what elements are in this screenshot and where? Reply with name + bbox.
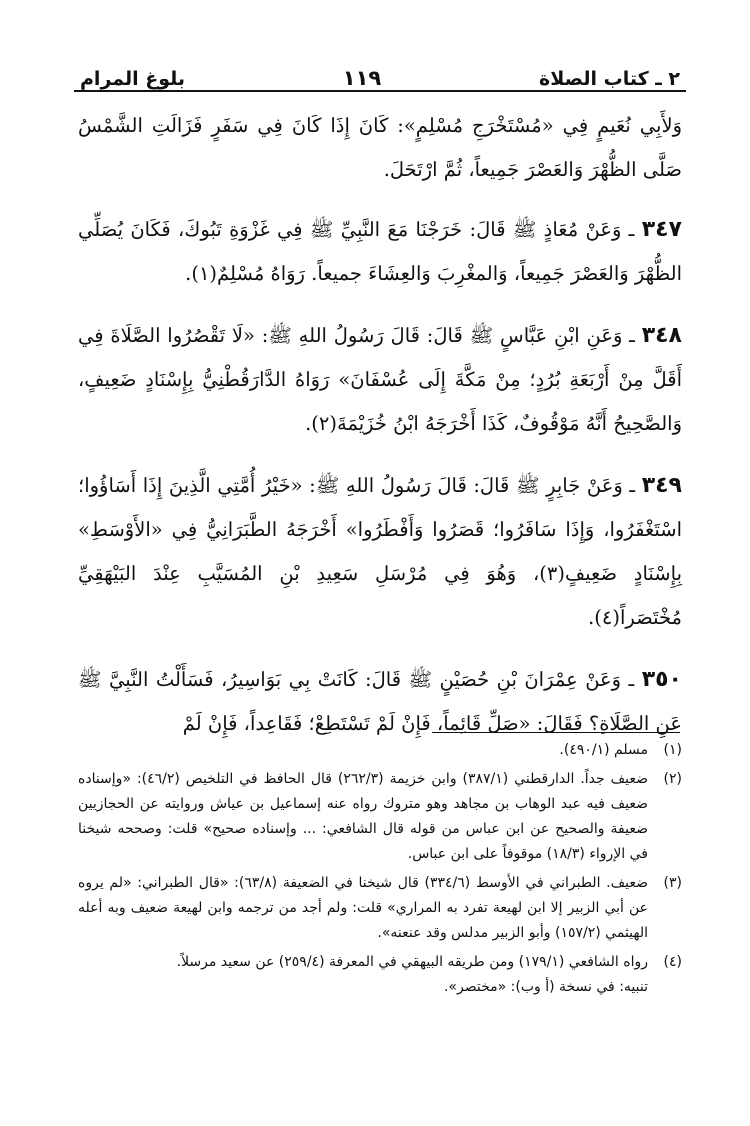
footnote-text: ضعيف. الطبراني في الأوسط (٣٣٤/٦) قال شيخنا في الضعيفة (٦٣/٨): «قال الطبراني: «لم يروه عن أبي الزبير إلا ابن لهيعة تفرد به المراري» قلت: ولم أجد من ترجمه وابن لهيعة ضعيف وبه أعله الهيثمي (١٥٧/٢) وأبو الزبير مدلس وقد عنعنه».: [78, 875, 648, 941]
hadith-number: ٣٥٠: [641, 667, 682, 692]
main-text: [78, 104, 682, 764]
paragraph-text: وَلأَبِي نُعَيمٍ فِي «مُسْتَخْرَجِ مُسْلِمٍ»: كَانَ إِذَا كَانَ فِي سَفَرٍ فَزَالَتِ الشَّمْسُ صَلَّى الظُّهْرَ وَالعَصْرَ جَمِيعاً، ثُمَّ ارْتَحَلَ.: [78, 114, 682, 181]
hadith-349: [78, 464, 682, 640]
page-header: [80, 58, 680, 90]
paragraph-text: ـ وَعَنِ ابْنِ عَبَّاسٍ ﷺ قَالَ: قَالَ رَسُولُ اللهِ ﷺ: «لَا تَقْصُرُوا الصَّلَاةَ فِي أَقَلَّ مِنْ أَرْبَعَةِ بُرُدٍ؛ مِنْ مَكَّةَ إِلَى عُسْفَانَ» رَوَاهُ الدَّارَقُطْنِيُّ بِإِسْنَادٍ ضَعِيفٍ، وَالصَّحِيحُ أَنَّهُ مَوْقُوفٌ، كَذَا أَخْرَجَهُ ابْنُ خُزَيْمَةَ(٢).: [78, 324, 682, 435]
footnote-number: (٢): [663, 771, 682, 787]
hadith-347: [78, 208, 682, 296]
hadith-continuation: [78, 104, 682, 192]
footnote-body: [78, 950, 648, 1000]
footnote-number: (٣): [663, 875, 682, 891]
footnote-text: ضعيف جداً. الدارقطني (٣٨٧/١) وابن خزيمة (٢٦٢/٣) قال الحافظ في التلخيص (٤٦/٢): «وإسناده ضعيف فيه عبد الوهاب بن مجاهد وهو متروك رواه عنه إسماعيل بن عياش وروايته عن الحجازيين ضعيفة والصحيح عن ابن عباس من قوله قال الشافعي: ... وإسناده صحيح» قلت: وصححه شيخنا في الإرواء (١٨/٣) موقوفاً على ابن عباس.: [78, 771, 648, 862]
footnote-note: تنبيه: في نسخة (أ وب): «مختصر».: [443, 979, 648, 995]
paragraph-text: ـ وَعَنْ عِمْرَانَ بْنِ حُصَيْنٍ ﷺ قَالَ: كَانَتْ بِي بَوَاسِيرُ، فَسَأَلْتُ النَّبِيَّ ﷺ عَنِ الصَّلَاةِ؟ فَقَالَ: «صَلِّ قَائِماً، فَإِنْ لَمْ تَسْتَطِعْ؛ فَقَاعِداً، فَإِنْ لَمْ: [78, 668, 682, 735]
hadith-348: [78, 314, 682, 446]
paragraph-text: ـ وَعَنْ مُعَاذٍ ﷺ قَالَ: خَرَجْنَا مَعَ النَّبِيِّ ﷺ فِي غَزْوَةِ تَبُوكَ، فَكَانَ يُصَلِّي الظُّهْرَ وَالعَصْرَ جَمِيعاً، وَالمغْرِبَ وَالعِشَاءَ جميعاً. رَوَاهُ مُسْلِمٌ(١).: [78, 218, 682, 285]
footnote-text: رواه الشافعي (١٧٩/١) ومن طريقه البيهقي في المعرفة (٢٥٩/٤) عن سعيد مرسلاً.: [176, 954, 648, 970]
paragraph-text: ـ وَعَنْ جَابِرٍ ﷺ قَالَ: قَالَ رَسُولُ اللهِ ﷺ: «خَيْرُ أُمَّتِي الَّذِينَ إِذَا أَسَاؤُوا؛ اسْتَغْفَرُوا، وَإِذَا سَافَرُوا؛ قَصَرُوا وَأَفْطَرُوا» أَخْرَجَهُ الطَّبَرَانِيُّ فِي «الأَوْسَطِ» بِإِسْنَادٍ ضَعِيفٍ(٣)، وَهُوَ فِي مُرْسَلِ سَعِيدِ بْنِ المُسَيَّبِ عِنْدَ البَيْهَقِيِّ مُخْتَصَراً(٤).: [78, 474, 683, 629]
footnote-number: (٤): [663, 954, 682, 970]
footnotes: [78, 738, 682, 1004]
footnote-body: [78, 767, 648, 867]
footnote-1: [78, 738, 682, 763]
footnote-2: [78, 767, 682, 867]
footnote-3: [78, 871, 682, 946]
footnote-body: [78, 738, 648, 763]
hadith-number: ٣٤٧: [641, 217, 682, 242]
footnote-number: (١): [663, 742, 682, 758]
hadith-number: ٣٤٩: [641, 473, 682, 498]
book-title: بلوغ المرام: [80, 68, 186, 90]
hadith-number: ٣٤٨: [641, 323, 682, 348]
footnote-body: [78, 871, 648, 946]
page-number: ١١٩: [342, 66, 382, 90]
footnote-divider: [432, 732, 680, 733]
header-divider: [74, 90, 686, 92]
footnote-text: مسلم (٤٩٠/١).: [559, 742, 648, 758]
chapter-title: ٢ ـ كتاب الصلاة: [539, 68, 680, 90]
footnote-4: [78, 950, 682, 1000]
